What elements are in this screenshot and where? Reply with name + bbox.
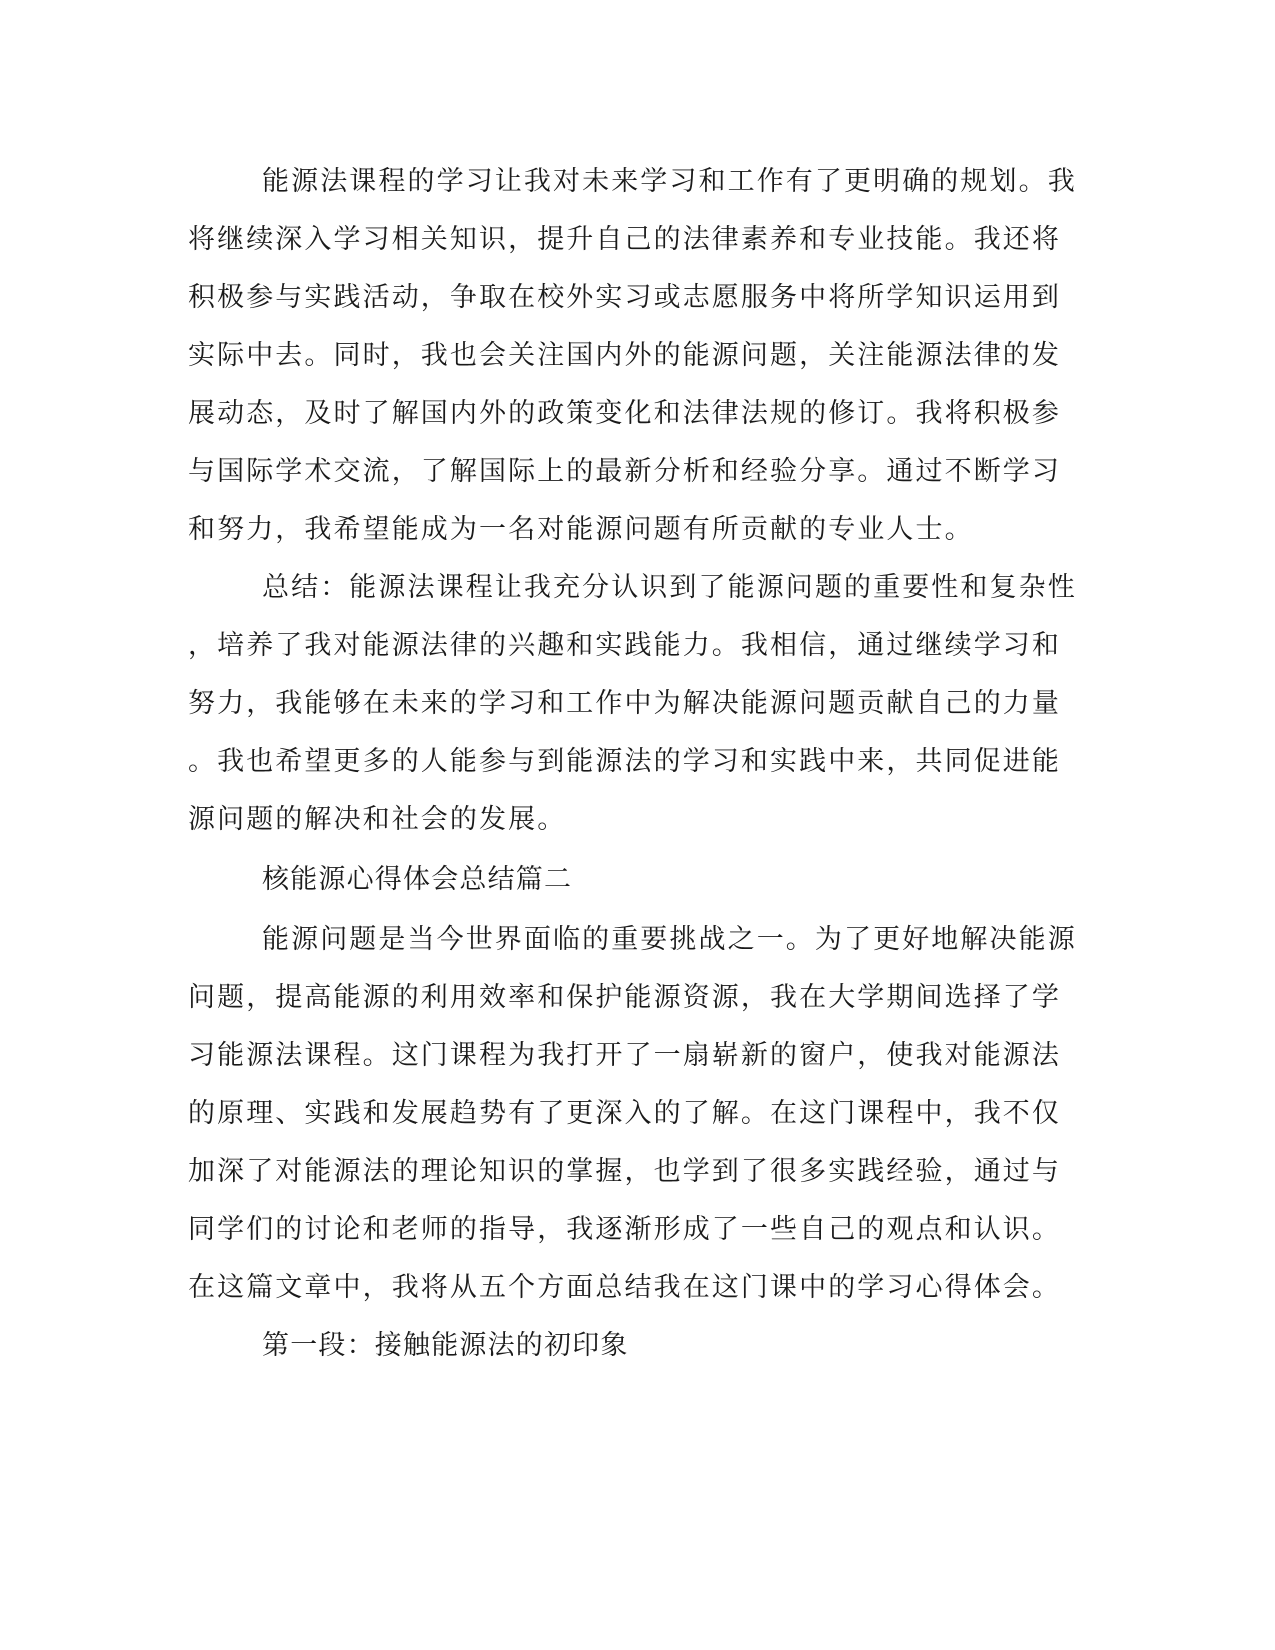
paragraph-3-line-4: 的原理、实践和发展趋势有了更深入的了解。在这门课程中，我不仅 xyxy=(188,1098,1061,1129)
paragraph-1-line-3: 积极参与实践活动，争取在校外实习或志愿服务中将所学知识运用到 xyxy=(188,282,1061,313)
paragraph-2-line-3: 努力，我能够在未来的学习和工作中为解决能源问题贡献自己的力量 xyxy=(188,688,1061,719)
paragraph-3-line-6: 同学们的讨论和老师的指导，我逐渐形成了一些自己的观点和认识。 xyxy=(188,1214,1061,1245)
paragraph-2-line-1: 总结：能源法课程让我充分认识到了能源问题的重要性和复杂性 xyxy=(262,572,1077,603)
paragraph-1-line-6: 与国际学术交流，了解国际上的最新分析和经验分享。通过不断学习 xyxy=(188,456,1061,487)
paragraph-1-line-5: 展动态，及时了解国内外的政策变化和法律法规的修订。我将积极参 xyxy=(188,398,1061,429)
paragraph-1-line-7: 和努力，我希望能成为一名对能源问题有所贡献的专业人士。 xyxy=(188,514,974,545)
paragraph-2-line-2: ，培养了我对能源法律的兴趣和实践能力。我相信，通过继续学习和 xyxy=(188,630,1061,661)
paragraph-1-line-2: 将继续深入学习相关知识，提升自己的法律素养和专业技能。我还将 xyxy=(188,224,1061,255)
paragraph-3-line-5: 加深了对能源法的理论知识的掌握，也学到了很多实践经验，通过与 xyxy=(188,1156,1061,1187)
paragraph-1-line-4: 实际中去。同时，我也会关注国内外的能源问题，关注能源法律的发 xyxy=(188,340,1061,371)
paragraph-3-line-1: 能源问题是当今世界面临的重要挑战之一。为了更好地解决能源 xyxy=(262,924,1077,955)
subsection-heading: 第一段：接触能源法的初印象 xyxy=(262,1330,629,1361)
paragraph-3-line-3: 习能源法课程。这门课程为我打开了一扇崭新的窗户，使我对能源法 xyxy=(188,1040,1061,1071)
paragraph-3-line-2: 问题，提高能源的利用效率和保护能源资源，我在大学期间选择了学 xyxy=(188,982,1061,1013)
section-heading: 核能源心得体会总结篇二 xyxy=(262,864,573,895)
paragraph-2-line-5: 源问题的解决和社会的发展。 xyxy=(188,804,567,835)
paragraph-3-line-7: 在这篇文章中，我将从五个方面总结我在这门课中的学习心得体会。 xyxy=(188,1272,1061,1303)
paragraph-1-line-1: 能源法课程的学习让我对未来学习和工作有了更明确的规划。我 xyxy=(262,166,1077,197)
paragraph-2-line-4: 。我也希望更多的人能参与到能源法的学习和实践中来，共同促进能 xyxy=(188,746,1061,777)
